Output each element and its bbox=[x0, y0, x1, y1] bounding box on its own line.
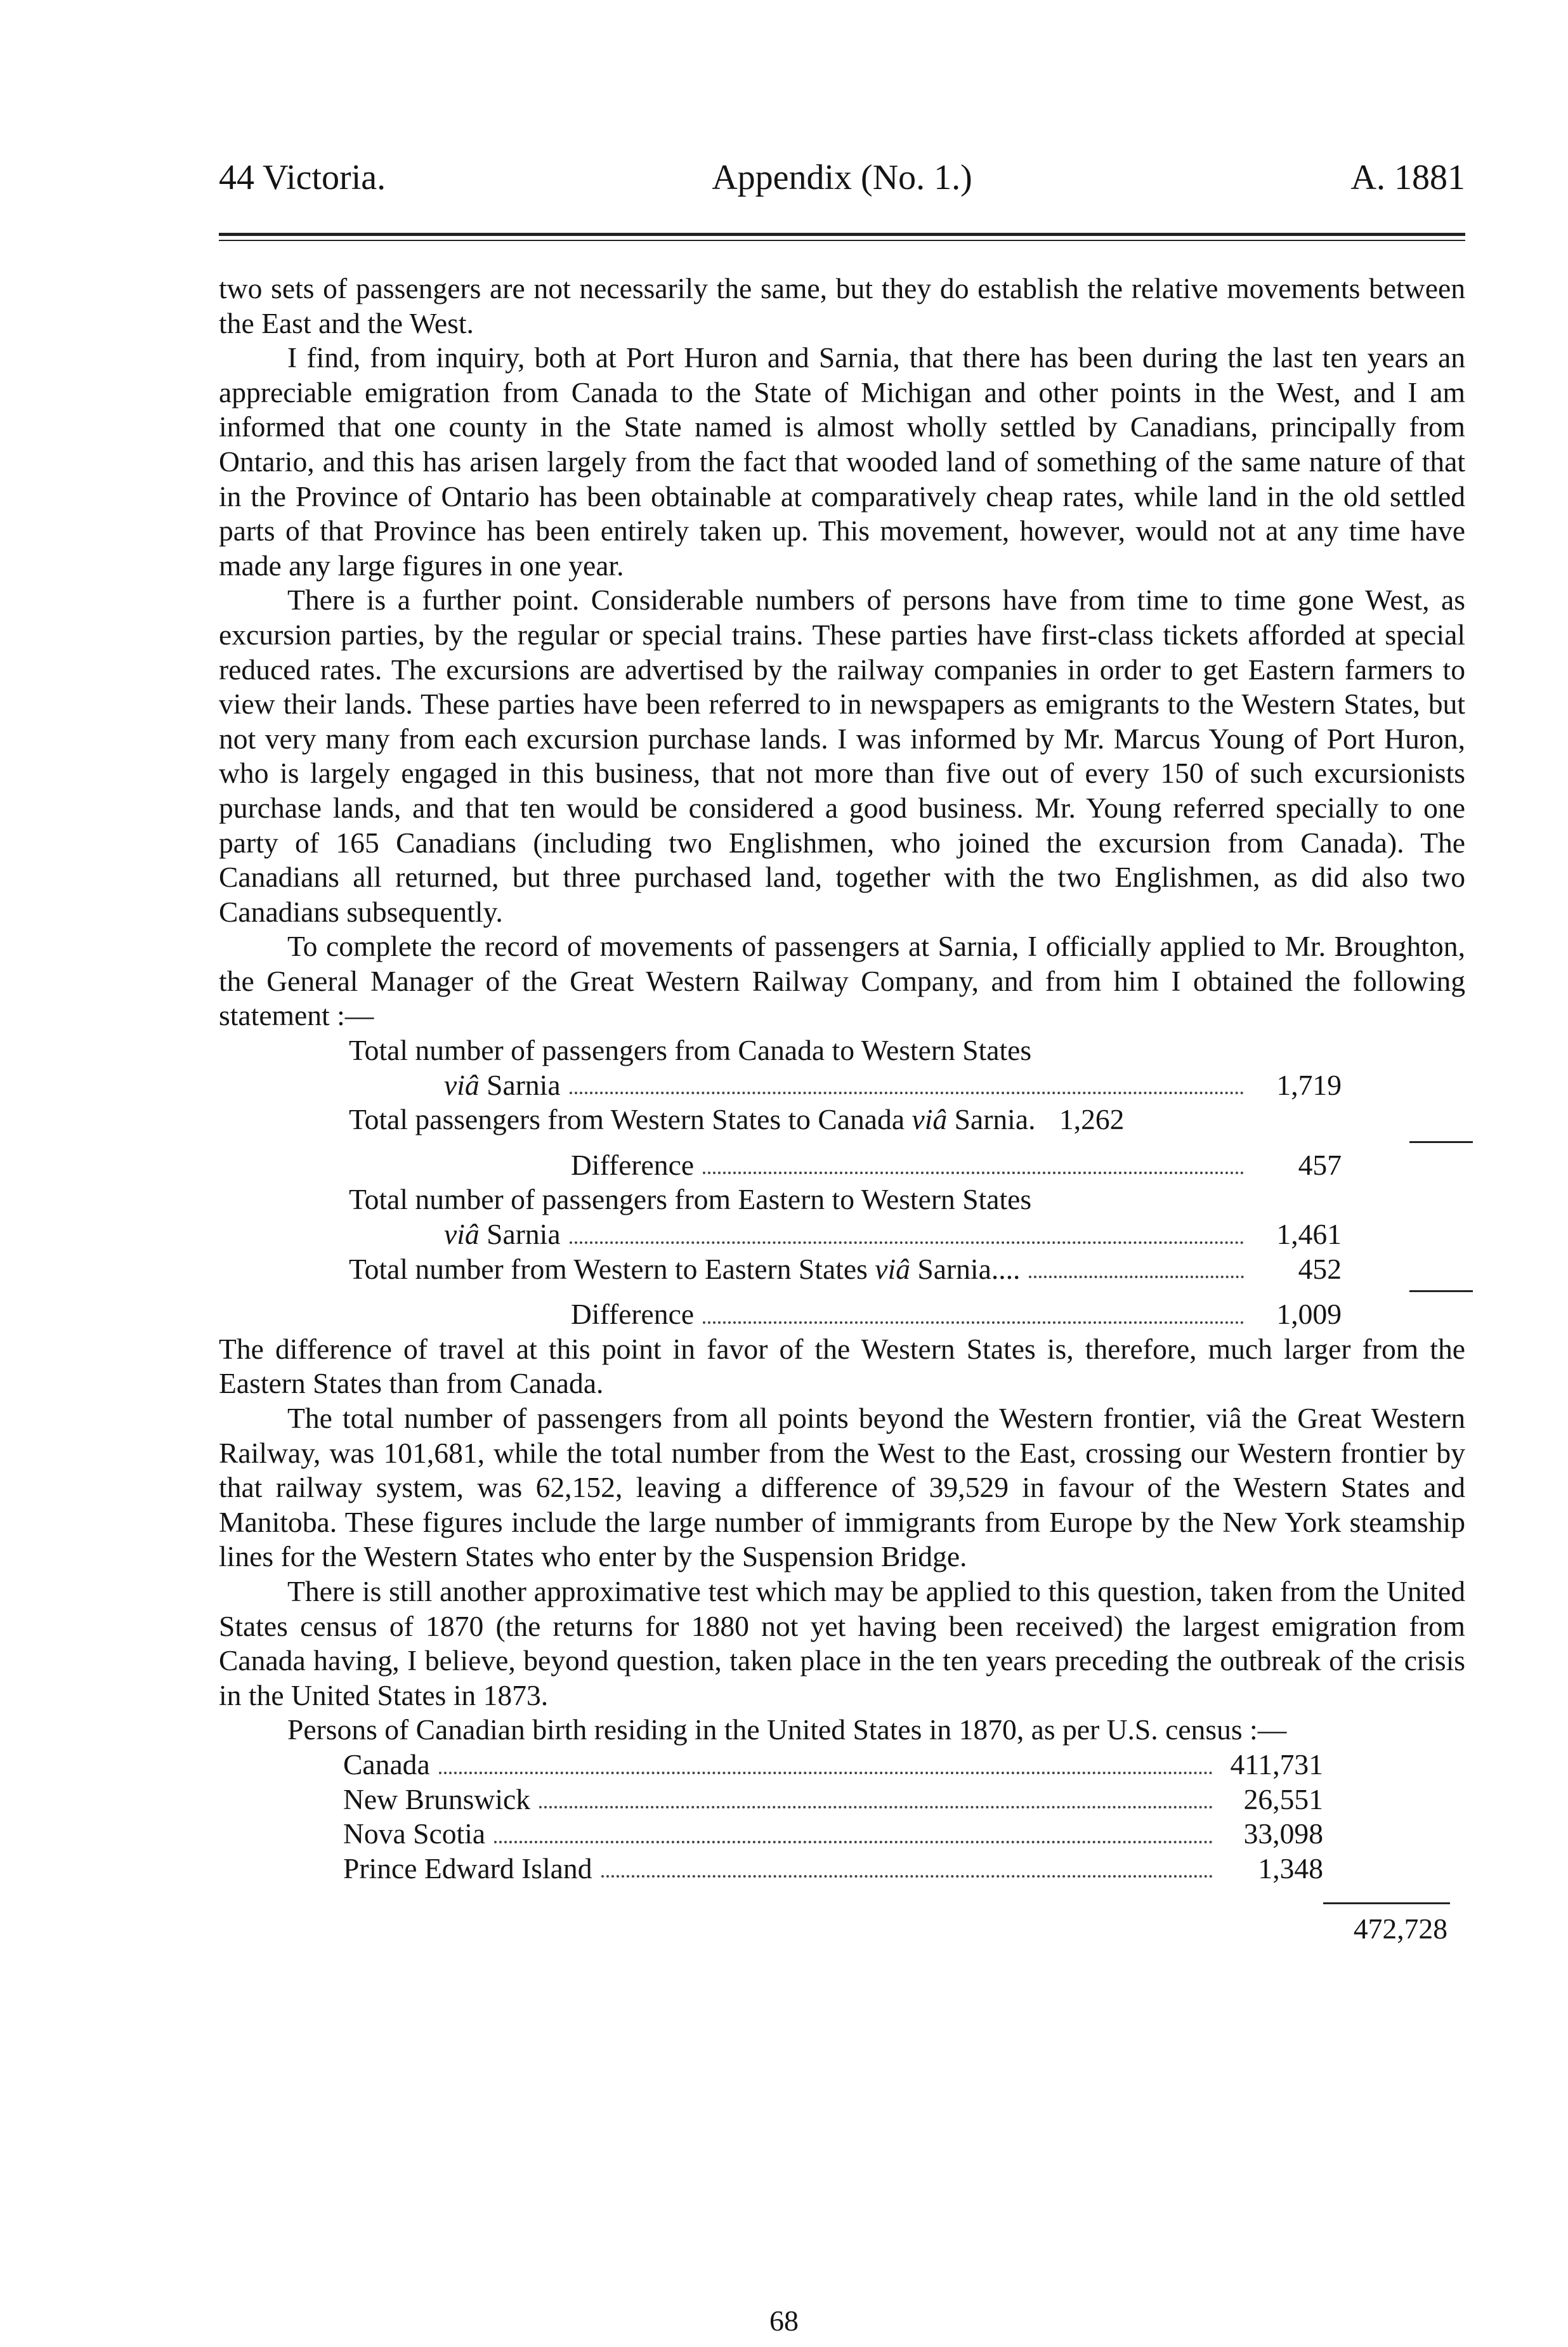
header-session: 44 Victoria. bbox=[219, 158, 386, 197]
census-value: 1,348 bbox=[1258, 1852, 1323, 1885]
paragraph-6: The total number of passengers from all points beyond the Western frontier, viâ the Great Western Railway, was 101,681, while the total number from the West to the East, crossing our Western frontier by that railway system, was 62,152, leaving a difference of 39,529 in favour of the Western States and Manitoba. These figures include the large number of immigrants from Europe by the New York steamship lines for the Western States who enter by the Suspension Bridge. bbox=[219, 1402, 1465, 1573]
census-label: Canada bbox=[343, 1748, 430, 1781]
leader-dots bbox=[439, 1772, 1213, 1774]
leader-dots bbox=[601, 1875, 1213, 1878]
difference-value: 1,009 bbox=[1276, 1298, 1342, 1331]
census-label: Nova Scotia bbox=[343, 1817, 486, 1850]
census-row bbox=[343, 1748, 1323, 1782]
census-row bbox=[343, 1782, 1323, 1817]
leader-dots bbox=[703, 1321, 1244, 1324]
header-rule-thin bbox=[219, 240, 1465, 241]
place-label: Sarnia.... bbox=[917, 1252, 1021, 1285]
census-table bbox=[219, 1748, 1465, 1947]
sum-rule bbox=[1409, 1141, 1473, 1143]
header-rule-thick bbox=[219, 233, 1465, 236]
census-total: 472,728 bbox=[1353, 1912, 1447, 1945]
via-label: viâ bbox=[875, 1252, 910, 1285]
header-appendix: Appendix (No. 1.) bbox=[712, 158, 972, 197]
leader-dots bbox=[703, 1172, 1244, 1174]
statement-value: 1,262 bbox=[1059, 1103, 1125, 1136]
statement-value: 452 bbox=[1298, 1252, 1342, 1285]
paragraph-8: Persons of Canadian birth residing in the United States in 1870, as per U.S. census :— bbox=[287, 1713, 1287, 1746]
census-sum-rule bbox=[1323, 1902, 1450, 1904]
census-row bbox=[343, 1817, 1323, 1852]
difference-label: Difference bbox=[571, 1148, 695, 1181]
statement-difference-1 bbox=[349, 1148, 1342, 1183]
paragraph-5: The difference of travel at this point in favor of the Western States is, therefore, much larger from the Eastern States than from Canada. bbox=[219, 1332, 1465, 1400]
running-header bbox=[219, 155, 1465, 206]
statement-row-east-to-west-line1: Total number of passengers from Eastern to Western States bbox=[349, 1183, 1032, 1216]
census-row bbox=[343, 1852, 1323, 1886]
paragraph-4: To complete the record of movements of passengers at Sarnia, I officially applied to Mr. Broughton, the General Manager of the Great Western Railway Company, and from him I obtained the following statement :— bbox=[219, 930, 1465, 1032]
paragraph-1: two sets of passengers are not necessarily the same, but they do establish the relative movements between the East and the West. bbox=[219, 272, 1465, 339]
sarnia-statement bbox=[219, 1033, 1342, 1332]
via-label: viâ bbox=[444, 1218, 480, 1251]
leader-dots bbox=[539, 1806, 1213, 1808]
paragraph-2: I find, from inquiry, both at Port Huron and Sarnia, that there has been during the last ten years an appreciable emigration from Canada to the State of Michigan and other points in the West, and I am informed that one county in the State named is almost wholly settled by Canadians, principally from Ontario, and this has arisen largely from the fact that wooded land of something of the same nature of that in the Province of Ontario has been obtainable at comparatively cheap rates, while land in the old settled parts of that Province has been entirely taken up. This movement, however, would not at any time have made any large figures in one year. bbox=[219, 341, 1465, 582]
census-label: New Brunswick bbox=[343, 1782, 531, 1815]
statement-row-east-to-west bbox=[349, 1217, 1342, 1252]
page-body bbox=[219, 271, 1465, 1947]
statement-value: 1,719 bbox=[1276, 1068, 1342, 1101]
statement-difference-2 bbox=[349, 1297, 1342, 1332]
statement-row-west-to-canada bbox=[349, 1102, 1342, 1137]
statement-value: 1,461 bbox=[1276, 1218, 1342, 1251]
statement-row-canada-to-west-line1: Total number of passengers from Canada to Western States bbox=[349, 1034, 1032, 1067]
header-year: A. 1881 bbox=[1350, 158, 1465, 197]
statement-row-west-to-east bbox=[349, 1252, 1342, 1287]
paragraph-3: There is a further point. Considerable numbers of persons have from time to time gone West, as excursion parties, by the regular or special trains. These parties have first-class tickets afforded at special reduced rates. The excursions are advertised by the railway companies in order to get Eastern farmers to view their lands. These parties have been referred to in newspapers as emigrants to the Western States, but not very many from each excursion purchase lands. I was informed by Mr. Marcus Young of Port Huron, who is largely engaged in this business, that not more than five out of every 150 of such excursionists purchase lands, and that ten would be considered a good business. Mr. Young referred specially to one party of 165 Canadians (including two Englishmen, who joined the excursion from Canada). The Canadians all returned, but three purchased land, together with the two Englishmen, as did also two Canadians subsequently. bbox=[219, 584, 1465, 928]
place-label: Sarnia bbox=[487, 1068, 561, 1101]
statement-label: Total passengers from Western States to Canada bbox=[349, 1103, 905, 1136]
sum-rule bbox=[1409, 1290, 1473, 1292]
paragraph-7: There is still another approximative test which may be applied to this question, taken from the United States census of 1870 (the returns for 1880 not yet having been received) the largest emigration from Canada having, I believe, beyond question, taken place in the ten years preceding the outbreak of the crisis in the United States in 1873. bbox=[219, 1574, 1465, 1711]
leader-dots bbox=[1029, 1276, 1244, 1278]
census-label: Prince Edward Island bbox=[343, 1852, 592, 1885]
via-label: viâ bbox=[444, 1068, 480, 1101]
leader-dots bbox=[570, 1092, 1244, 1094]
place-label: Sarnia. bbox=[954, 1103, 1036, 1136]
census-value: 411,731 bbox=[1230, 1748, 1323, 1781]
leader-dots bbox=[494, 1841, 1213, 1843]
via-label: viâ bbox=[911, 1103, 948, 1136]
page-number: 68 bbox=[769, 2305, 799, 2337]
place-label: Sarnia bbox=[487, 1218, 561, 1251]
difference-value: 457 bbox=[1298, 1148, 1342, 1181]
statement-label: Total number from Western to Eastern States bbox=[349, 1252, 868, 1285]
leader-dots bbox=[570, 1241, 1244, 1244]
census-value: 33,098 bbox=[1243, 1817, 1323, 1850]
statement-row-canada-to-west bbox=[349, 1068, 1342, 1103]
census-value: 26,551 bbox=[1243, 1782, 1323, 1815]
difference-label: Difference bbox=[571, 1298, 695, 1331]
